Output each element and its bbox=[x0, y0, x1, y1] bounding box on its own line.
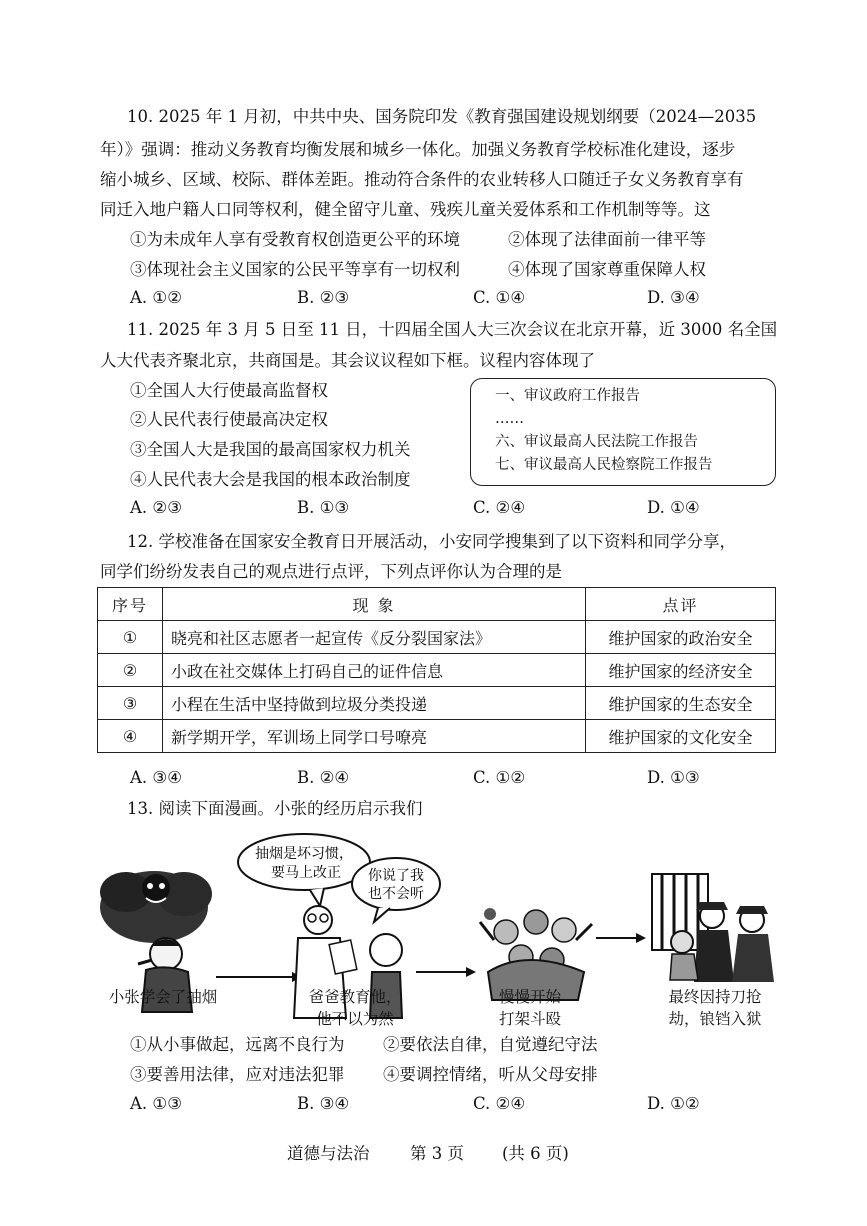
caption-panel-3 bbox=[480, 986, 580, 1030]
q11-statement-3: ③全国人大是我国的最高国家权力机关 bbox=[130, 440, 411, 459]
table-header-phenomenon: 现 象 bbox=[163, 588, 586, 621]
q10-statement-3: ③体现社会主义国家的公民平等享有一切权利 bbox=[130, 260, 460, 279]
q11-option-d[interactable]: D. ①④ bbox=[647, 498, 700, 517]
table-header-number: 序号 bbox=[98, 588, 163, 621]
table-header-row bbox=[98, 588, 776, 621]
table-row bbox=[98, 687, 776, 720]
q11-statement-4: ④人民代表大会是我国的根本政治制度 bbox=[130, 470, 411, 489]
caption-2-line-1: 爸爸教育他， bbox=[308, 988, 402, 1006]
row-number: ④ bbox=[98, 720, 163, 753]
q13-option-a[interactable]: A. ①③ bbox=[130, 1094, 182, 1113]
q11-option-b[interactable]: B. ①③ bbox=[297, 498, 350, 517]
q13-option-b[interactable]: B. ③④ bbox=[297, 1094, 350, 1113]
q12-line-1: 12. 学校准备在国家安全教育日开展活动，小安同学搜集到了以下资料和同学分享， bbox=[127, 532, 736, 551]
row-comment: 维护国家的生态安全 bbox=[586, 687, 776, 720]
q13-statement-1: ①从小事做起，远离不良行为 bbox=[130, 1035, 345, 1054]
caption-panel-2 bbox=[300, 986, 410, 1030]
agenda-box bbox=[470, 378, 776, 486]
caption-2-line-2: 他不以为然 bbox=[316, 1010, 394, 1028]
q10-option-b[interactable]: B. ②③ bbox=[297, 288, 350, 307]
kid-speech-line-1: 你说了我 bbox=[368, 868, 424, 884]
q10-option-c[interactable]: C. ①④ bbox=[473, 288, 526, 307]
footer-page-number: 第 3 页 bbox=[410, 1144, 464, 1163]
q11-statement-2: ②人民代表行使最高决定权 bbox=[130, 410, 328, 429]
caption-4-line-1: 最终因持刀抢 bbox=[668, 988, 762, 1006]
comic-panel-jail bbox=[652, 874, 774, 982]
row-phenomenon: 晓亮和社区志愿者一起宣传《反分裂国家法》 bbox=[163, 621, 586, 654]
q13-statement-3: ③要善用法律，应对违法犯罪 bbox=[130, 1065, 345, 1084]
agenda-ellipsis: …… bbox=[495, 411, 524, 427]
row-comment: 维护国家的经济安全 bbox=[586, 654, 776, 687]
row-comment: 维护国家的政治安全 bbox=[586, 621, 776, 654]
q13-statement-4: ④要调控情绪，听从父母安排 bbox=[383, 1065, 598, 1084]
q10-statement-4: ④体现了国家尊重保障人权 bbox=[508, 260, 706, 279]
q13-option-c[interactable]: C. ②④ bbox=[473, 1094, 526, 1113]
caption-1-line-1: 小张学会了抽烟 bbox=[108, 988, 218, 1006]
q12-option-d[interactable]: D. ①③ bbox=[647, 768, 700, 787]
q12-option-a[interactable]: A. ③④ bbox=[130, 768, 182, 787]
q13-statement-2: ②要依法自律，自觉遵纪守法 bbox=[383, 1035, 598, 1054]
table-header-comment: 点评 bbox=[586, 588, 776, 621]
row-phenomenon: 小政在社交媒体上打码自己的证件信息 bbox=[163, 654, 586, 687]
caption-4-line-2: 劫，锒铛入狱 bbox=[668, 1010, 762, 1028]
q12-option-b[interactable]: B. ②④ bbox=[297, 768, 350, 787]
q11-option-a[interactable]: A. ②③ bbox=[130, 498, 182, 517]
caption-3-line-2: 打架斗殴 bbox=[498, 1010, 561, 1028]
q10-statement-2: ②体现了法律面前一律平等 bbox=[508, 230, 706, 249]
q10-line-3: 缩小城乡、区域、校际、群体差距。推动符合条件的农业转移人口随迁子女义务教育享有 bbox=[100, 170, 744, 189]
q13-option-d[interactable]: D. ①② bbox=[647, 1094, 700, 1113]
q11-line-2: 人大代表齐聚北京，共商国是。其会议议程如下框。议程内容体现了 bbox=[100, 351, 595, 370]
row-number: ② bbox=[98, 654, 163, 687]
q11-line-1: 11. 2025 年 3 月 5 日至 11 日，十四届全国人大三次会议在北京开幕，近 3000 名全国 bbox=[127, 320, 778, 339]
q12-table bbox=[97, 587, 776, 753]
agenda-item-6: 六、审议最高人民法院工作报告 bbox=[495, 434, 698, 450]
q10-line-2: 年）》强调：推动义务教育均衡发展和城乡一体化。加强义务教育学校标准化建设，逐步 bbox=[100, 140, 736, 159]
agenda-item-7: 七、审议最高人民检察院工作报告 bbox=[495, 457, 713, 473]
q10-option-d[interactable]: D. ③④ bbox=[647, 288, 700, 307]
q11-option-c[interactable]: C. ②④ bbox=[473, 498, 526, 517]
agenda-item-1: 一、审议政府工作报告 bbox=[495, 388, 640, 404]
row-phenomenon: 新学期开学，军训场上同学口号嘹亮 bbox=[163, 720, 586, 753]
q10-line-4: 同迁入地户籍人口同等权利，健全留守儿童、残疾儿童关爱体系和工作机制等等。这 bbox=[100, 200, 711, 219]
father-speech-line-1: 抽烟是坏习惯， bbox=[255, 846, 353, 862]
q12-option-c[interactable]: C. ①② bbox=[473, 768, 526, 787]
table-row bbox=[98, 621, 776, 654]
q10-option-a[interactable]: A. ①② bbox=[130, 288, 182, 307]
caption-panel-4 bbox=[655, 986, 775, 1030]
row-number: ① bbox=[98, 621, 163, 654]
q13-line-1: 13. 阅读下面漫画。小张的经历启示我们 bbox=[127, 799, 423, 818]
row-comment: 维护国家的文化安全 bbox=[586, 720, 776, 753]
q10-line-1: 10. 2025 年 1 月初，中共中央、国务院印发《教育强国建设规划纲要（2024—2035 bbox=[127, 107, 757, 126]
table-row bbox=[98, 654, 776, 687]
caption-3-line-1: 慢慢开始 bbox=[498, 988, 561, 1006]
q12-line-2: 同学们纷纷发表自己的观点进行点评，下列点评你认为合理的是 bbox=[100, 562, 562, 581]
caption-panel-1 bbox=[108, 986, 218, 1008]
father-speech-line-2: 要马上改正 bbox=[271, 865, 341, 881]
kid-speech-line-2: 也不会听 bbox=[368, 886, 424, 902]
footer-total-pages: (共 6 页) bbox=[502, 1144, 569, 1163]
q11-statement-1: ①全国人大行使最高监督权 bbox=[130, 381, 328, 400]
table-row bbox=[98, 720, 776, 753]
footer-subject: 道德与法治 bbox=[287, 1144, 370, 1163]
row-number: ③ bbox=[98, 687, 163, 720]
q10-statement-1: ①为未成年人享有受教育权创造更公平的环境 bbox=[130, 230, 460, 249]
row-phenomenon: 小程在生活中坚持做到垃圾分类投递 bbox=[163, 687, 586, 720]
